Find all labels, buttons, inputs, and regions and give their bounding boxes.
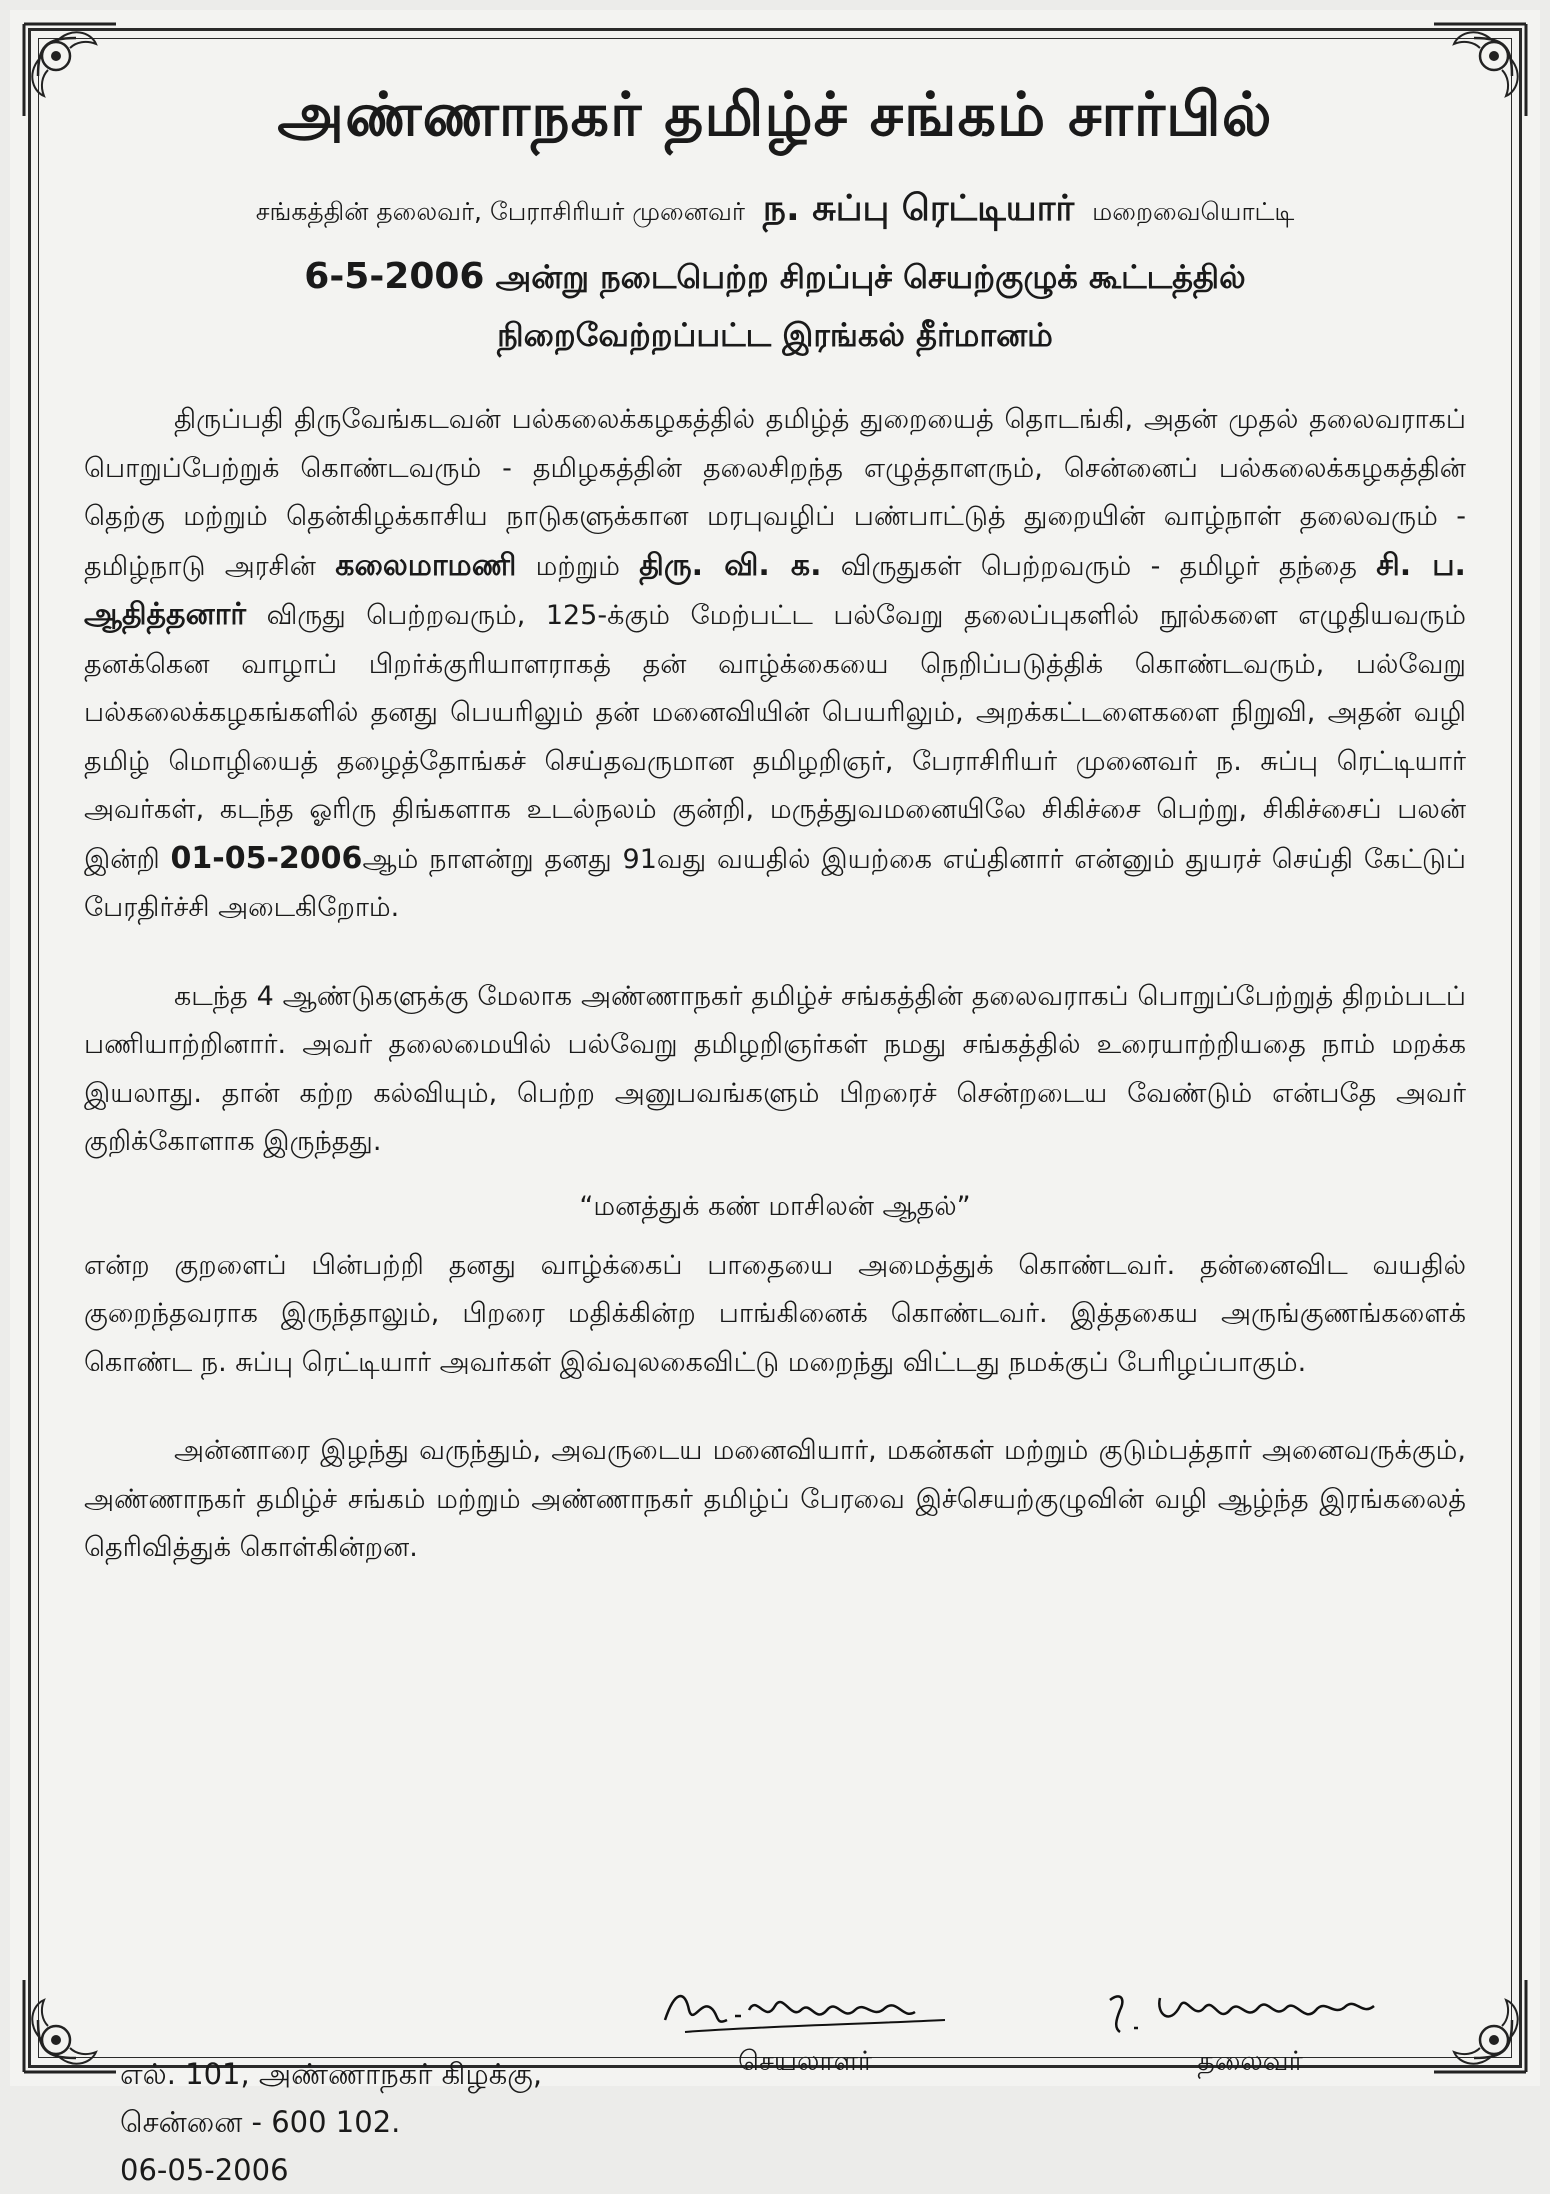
award-thiru-vi-ka: திரு. வி. க. — [639, 547, 822, 583]
address-line-1: எல். 101, அண்ணாநகர் கிழக்கு, — [120, 2057, 543, 2091]
kural-quote: “மனத்துக் கண் மாசிலன் ஆதல்” — [579, 1190, 971, 1222]
para1-text-5: ஆம் நாளன்று தனது 91வது வயதில் இயற்கை எய்தினார் என்னும் துயரச் செய்தி கேட்டுப் பேரதிர்ச்சி அடைகிறோம். — [84, 843, 1466, 923]
subtitle-line — [80, 188, 1470, 234]
document-body — [80, 70, 1470, 2187]
president-role: தலைவர் — [1197, 2046, 1303, 2077]
para1-text-2: மற்றும் — [535, 550, 621, 582]
meeting-date: 6-5-2006 — [304, 256, 485, 297]
address-block — [120, 2050, 542, 2194]
resolution-heading — [80, 248, 1470, 364]
award-kalaimamani: கலைமாமணி — [335, 547, 517, 583]
award-adithanar: சி. ப. ஆதித்தனார் — [84, 547, 1466, 632]
president-signature-block — [1090, 1980, 1410, 2081]
deceased-name: ந. சுப்பு ரெட்டியார் — [762, 188, 1075, 229]
para1-text-1: திருப்பதி திருவேங்கடவன் பல்கலைக்கழகத்தில் தமிழ்த் துறையைத் தொடங்கி, அதன் முதல் தலைவராகப் பொறுப்பேற்றுக் கொண்டவரும் - தமிழகத்தின் தலைசிறந்த எழுத்தாளரும், சென்னைப் பல்கலைக்கழகத்தின் தெற்கு மற்றும் தென்கிழக்காசிய நாடுகளுக்கான மரபுவழிப் பண்பாட்டுத் துறையின் வாழ்நாள் தலைவரும் - தமிழ்நாடு அரசின் — [84, 404, 1466, 582]
death-date: 01-05-2006 — [170, 840, 363, 876]
certificate-sheet — [10, 10, 1540, 2187]
paragraph-2: கடந்த 4 ஆண்டுகளுக்கு மேலாக அண்ணாநகர் தமிழ்ச் சங்கத்தின் தலைவராகப் பொறுப்பேற்றுத் திறம்படப் பணியாற்றினார். அவர் தலைமையில் பல்வேறு தமிழறிஞர்கள் நமது சங்கத்தில் உரையாற்றியதை நாம் மறக்க இயலாது. தான் கற்ற கல்வியும், பெற்ற அனுபவங்களும் பிறரைச் சென்றடைய வேண்டும் என்பதே அவர் குறிக்கோளாக இருந்தது. — [84, 980, 1466, 1157]
heading-line-1 — [80, 248, 1470, 306]
para1-text-3: விருதுகள் பெற்றவரும் - தமிழர் தந்தை — [840, 550, 1357, 582]
secretary-signature-icon — [645, 1980, 965, 2042]
paragraph-1 — [80, 396, 1470, 933]
secretary-signature-block — [640, 1980, 970, 2081]
document-title: அண்ணாநகர் தமிழ்ச் சங்கம் சார்பில் — [277, 80, 1273, 150]
footer — [80, 1980, 1470, 2187]
subtitle-prefix: சங்கத்தின் தலைவர், பேராசிரியர் முனைவர் — [255, 197, 745, 226]
address-line-2: சென்னை - 600 102. — [120, 2105, 401, 2139]
paragraph-3: என்ற குறளைப் பின்பற்றி தனது வாழ்க்கைப் பாதையை அமைத்துக் கொண்டவர். தன்னைவிட வயதில் குறைந்தவராக இருந்தாலும், பிறரை மதிக்கின்ற பாங்கினைக் கொண்டவர். இத்தகைய அருங்குணங்களைக் கொண்ட ந. சுப்பு ரெட்டியார் அவர்கள் இவ்வுலகைவிட்டு மறைந்து விட்டது நமக்குப் பேரிழப்பாகும். — [84, 1249, 1466, 1378]
subtitle-suffix: மறைவையொட்டி — [1092, 197, 1295, 226]
heading-line-1-text: அன்று நடைபெற்ற சிறப்புச் செயற்குழுக் கூட்டத்தில் — [495, 258, 1246, 296]
address-date: 06-05-2006 — [120, 2153, 289, 2187]
para1-text-4: விருது பெற்றவரும், 125-க்கும் மேற்பட்ட பல்வேறு தலைப்புகளில் நூல்களை எழுதியவரும் தனக்கென வாழாப் பிறர்க்குரியாளராகத் தன் வாழ்க்கையை நெறிப்படுத்திக் கொண்டவரும், பல்வேறு பல்கலைக்கழகங்களில் தனது பெயரிலும் தன் மனைவியின் பெயரிலும், அறக்கட்டளைகளை நிறுவி, அதன் வழி தமிழ் மொழியைத் தழைத்தோங்கச் செய்தவருமான தமிழறிஞர், பேராசிரியர் முனைவர் ந. சுப்பு ரெட்டியார் அவர்கள், கடந்த ஓரிரு திங்களாக உடல்நலம் குன்றி, மருத்துவமனையிலே சிகிச்சை பெற்று, சிகிச்சைப் பலன் இன்றி — [84, 600, 1466, 875]
president-signature-icon — [1090, 1980, 1410, 2042]
paragraph-4: அன்னாரை இழந்து வருந்தும், அவருடைய மனைவியார், மகன்கள் மற்றும் குடும்பத்தார் அனைவருக்கும், அண்ணாநகர் தமிழ்ச் சங்கம் மற்றும் அண்ணாநகர் தமிழ்ப் பேரவை இச்செயற்குழுவின் வழி ஆழ்ந்த இரங்கலைத் தெரிவித்துக் கொள்கின்றன. — [84, 1435, 1466, 1563]
heading-line-2: நிறைவேற்றப்பட்ட இரங்கல் தீர்மானம் — [497, 316, 1053, 354]
secretary-role: செயலாளர் — [737, 2046, 873, 2077]
